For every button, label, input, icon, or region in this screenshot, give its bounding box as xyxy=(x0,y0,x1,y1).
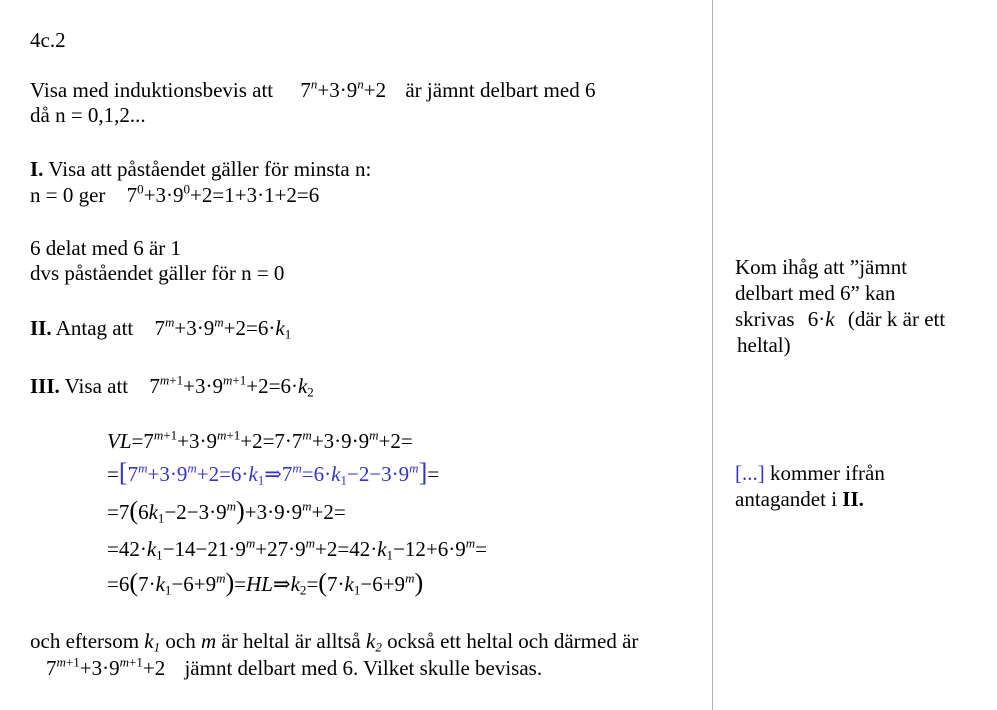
conclusion-text-c: är heltal är alltså xyxy=(221,629,361,653)
column-divider xyxy=(712,0,713,710)
side-note-1-line-1: Kom ihåg att ”jämnt xyxy=(735,255,908,279)
conclusion-suffix: jämnt delbart med 6. Vilket skulle bevisas. xyxy=(184,656,543,680)
step-1-text: Visa att påståendet gäller för minsta n: xyxy=(48,157,372,181)
step-2-label: II. xyxy=(30,316,52,340)
base-case-prefix: n = 0 ger xyxy=(30,183,106,207)
conclusion-k1 xyxy=(144,629,160,653)
intro-line-2: då n = 0,1,2... xyxy=(30,103,146,127)
conclusion-k1-sub: 1 xyxy=(153,639,161,655)
step-2-text: Antag att xyxy=(55,316,134,340)
step-3-label: III. xyxy=(30,374,60,398)
derivation-line-1: $VL=7^{m+1}+3\cdot 9^{m+1}+2=7\cdot 7^m+3\cdot 9\cdot 9^m+2=$ xyxy=(107,427,413,453)
conclusion-line-1 xyxy=(30,629,638,653)
side-note-2-line-2 xyxy=(735,486,990,512)
side-note-2-line-1 xyxy=(735,460,990,486)
formula-conclusion: $7^{m+1}+3\cdot 9^{m+1}+2$ xyxy=(46,654,166,680)
step-1-result: 6 delat med 6 är 1 xyxy=(30,236,182,260)
conclusion-k2-letter: k xyxy=(365,629,376,653)
side-note-2-text: kommer ifrån xyxy=(770,461,885,485)
side-note-assumption xyxy=(735,460,990,512)
side-note-reminder xyxy=(735,254,990,358)
side-note-1-text-b: (där k är ett xyxy=(847,307,946,331)
side-note-2-text-a: antagandet i xyxy=(735,487,838,511)
bracket-marker: [...] xyxy=(735,461,765,485)
formula-to-prove: $7^{m+1}+3\cdot 9^{m+1}+2=6\cdot k_2$ xyxy=(149,372,314,400)
step-1-line xyxy=(30,157,371,181)
intro-line-1 xyxy=(30,78,595,102)
conclusion-k2 xyxy=(366,629,382,653)
conclusion-text-b: och xyxy=(165,629,196,653)
derivation-line-3: $=7(6k_1-2-3\cdot 9^m)+3\cdot 9\cdot 9^m+2=$ xyxy=(107,496,346,526)
side-note-1-text-a: skrivas xyxy=(735,307,795,331)
side-note-1-line-3 xyxy=(735,306,990,332)
step-2-line xyxy=(30,316,291,340)
conclusion-m: m xyxy=(200,629,217,653)
side-note-1-line-2: delbart med 6” kan xyxy=(735,281,896,305)
intro-suffix: är jämnt delbart med 6 xyxy=(405,78,596,102)
step-1-conclusion: dvs påståendet gäller för n = 0 xyxy=(30,261,285,285)
conclusion-k2-sub: 2 xyxy=(375,639,382,655)
side-note-2-text-b: II. xyxy=(842,487,864,511)
conclusion-text-d: också ett heltal och därmed är xyxy=(387,629,639,653)
side-note-1-line-4: heltal) xyxy=(737,333,791,357)
conclusion-line-2 xyxy=(46,656,542,680)
exercise-number: 4c.2 xyxy=(30,28,66,52)
formula-assumption: $7^m+3\cdot 9^m+2=6\cdot k_1$ xyxy=(154,314,292,342)
derivation-line-4: $=42\cdot k_1-14-21\cdot 9^m+27\cdot 9^m+2=42\cdot k_1-12+6\cdot 9^m=$ xyxy=(107,535,487,563)
derivation-line-5: $=6(7\cdot k_1-6+9^m)=HL\Rightarrow k_2=(7\cdot k_1-6+9^m)$ xyxy=(107,568,424,598)
conclusion-text-a: och eftersom xyxy=(30,629,140,653)
derivation-substitution: $[7^m+3\cdot 9^m+2=6\cdot k_1\Rightarrow 7^m=6\cdot k_1-2-3\cdot 9^m]$ xyxy=(118,458,428,488)
step-3-line xyxy=(30,374,314,398)
step-1-label: I. xyxy=(30,157,44,181)
formula-base-case: $7^0+3\cdot 9^0+2=1+3\cdot 1+2=6$ xyxy=(126,181,320,207)
derivation-line-2: $=[7^m+3\cdot 9^m+2=6\cdot k_1\Rightarrow 7^m=6\cdot k_1-2-3\cdot 9^m]=$ xyxy=(107,458,440,488)
side-note-formula: 6·k xyxy=(807,307,835,331)
conclusion-k1-letter: k xyxy=(144,629,154,653)
intro-prefix: Visa med induktionsbevis att xyxy=(30,78,274,102)
formula-main: $7^n+3\cdot 9^n+2$ xyxy=(300,76,387,102)
step-1-base-case xyxy=(30,183,319,207)
step-3-text: Visa att xyxy=(64,374,129,398)
